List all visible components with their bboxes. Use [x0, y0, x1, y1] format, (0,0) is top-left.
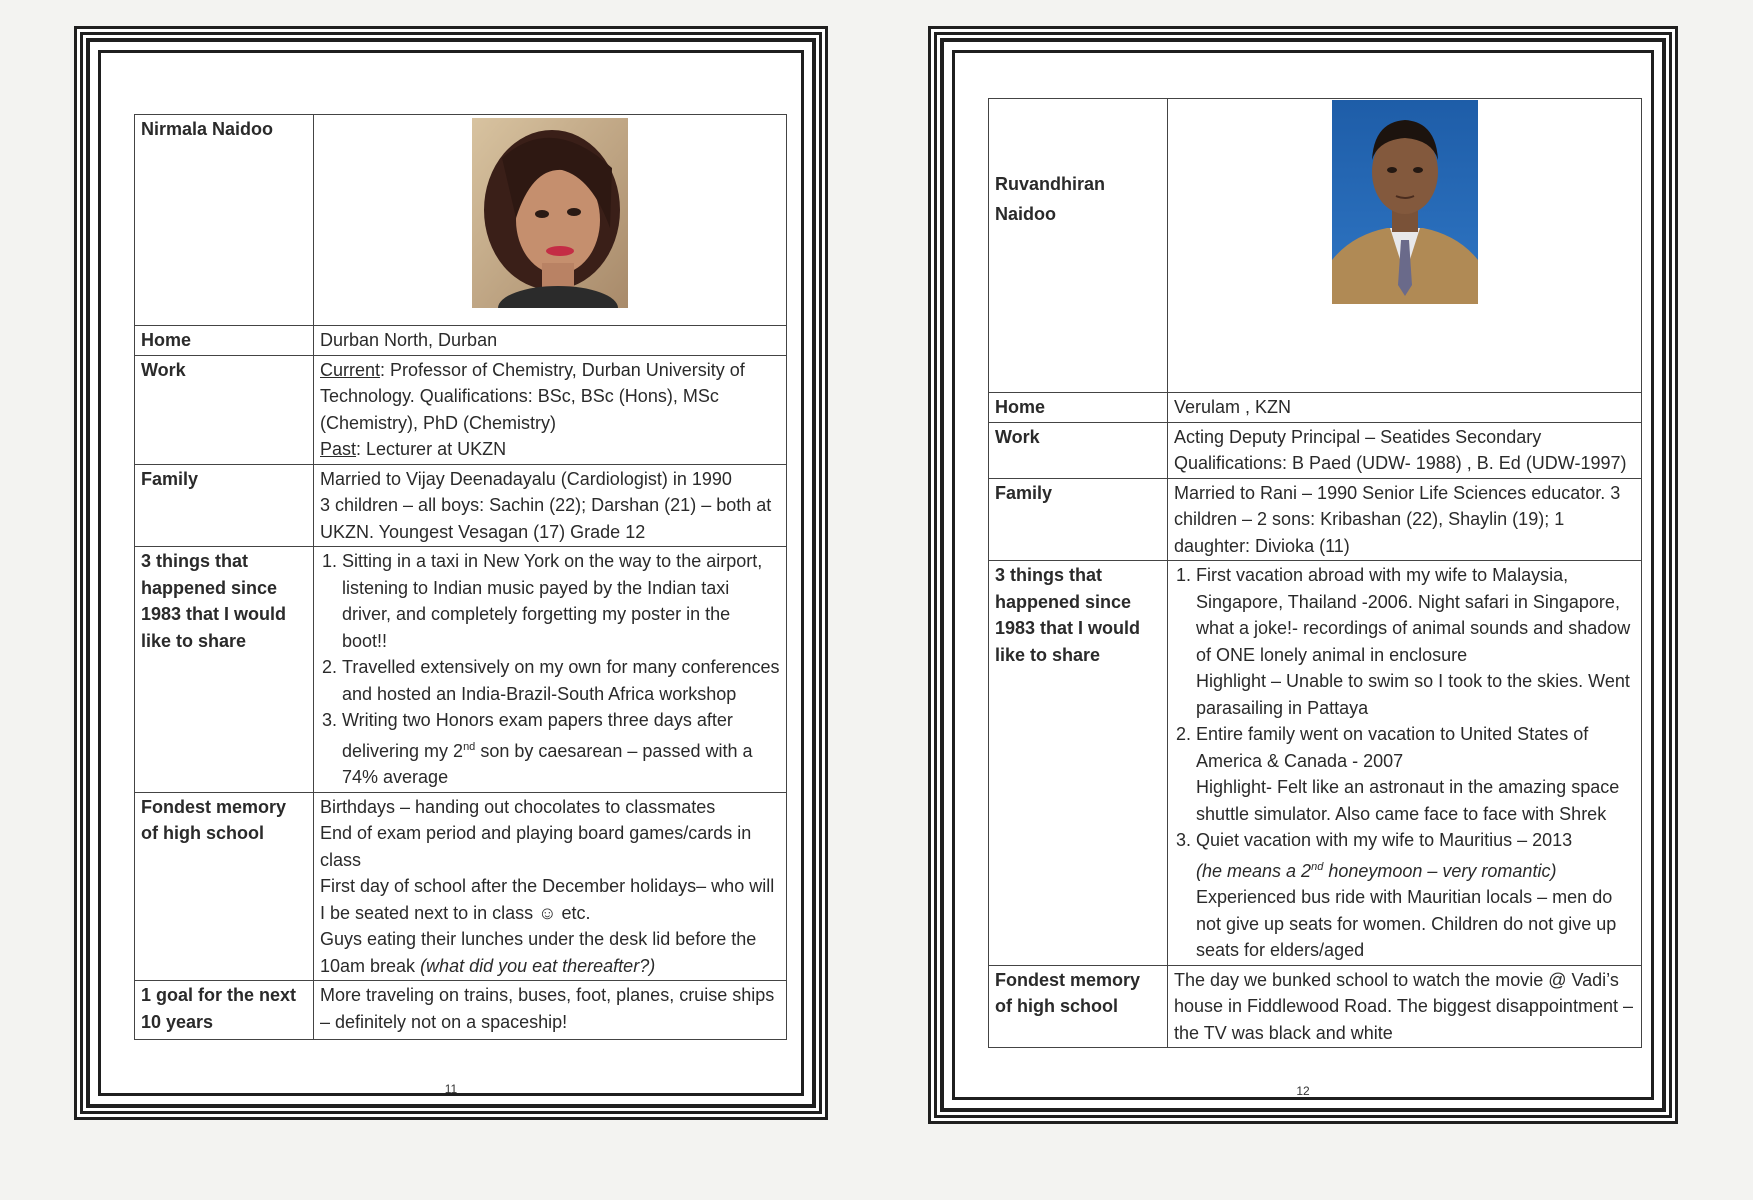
thing2-text: 2. Entire family went on vacation to United States of America & Canada - 2007 [1196, 724, 1589, 771]
memory-label: Fondest memory of high school [989, 965, 1168, 1048]
page-right [940, 38, 1666, 1112]
things-list [1174, 562, 1635, 964]
home-value: Verulam , KZN [1168, 393, 1642, 423]
table-row [135, 355, 787, 464]
memory-value [314, 792, 787, 981]
work-past-label: Past [320, 439, 357, 459]
list-item: 2. Travelled extensively on my own for many conferences and hosted an India-Brazil-South Africa workshop [342, 654, 780, 707]
profile-table-ruvandhiran [988, 98, 1642, 1048]
work-current-label: Current [320, 359, 381, 380]
memory-last-italic: (what did you eat thereafter?) [420, 955, 656, 976]
family-line: Married to Vijay Deenadayalu (Cardiologist) in 1990 [320, 468, 732, 489]
things-label: 3 things that happened since 1983 that I would like to share [135, 547, 314, 793]
table-row [989, 393, 1642, 423]
portrait-photo-woman [472, 118, 628, 308]
thing3-italic-start: (he means a 2 [1196, 860, 1312, 881]
list-item [1196, 827, 1635, 964]
home-value: Durban North, Durban [314, 326, 787, 356]
profile-name-first: Ruvandhiran [995, 174, 1106, 194]
photo-cell [314, 115, 787, 326]
work-current-text: : Professor of Chemistry, Durban University of Technology. Qualifications: BSc, BSc (Hons), MSc (Chemistry), PhD (Chemistry) [320, 359, 745, 433]
goal-value: More traveling on trains, buses, foot, planes, cruise ships – definitely not on a spaceship! [314, 981, 787, 1040]
work-line: Acting Deputy Principal – Seatides Secondary [1174, 426, 1542, 447]
memory-line: First day of school after the December holidays– who will I be seated next to in class ☺ etc. [320, 876, 775, 923]
profile-name [989, 99, 1168, 393]
profile-table-nirmala [134, 114, 787, 1040]
thing3-italic-end: honeymoon – very romantic) [1323, 860, 1557, 881]
thing3-text-end: son by caesarean – passed with a 74% average [342, 740, 753, 787]
work-value [314, 355, 787, 464]
page-number: 11 [444, 1082, 458, 1096]
table-row [989, 99, 1642, 393]
thing3-text: 3. Quiet vacation with my wife to Mauritius – 2013 [1196, 830, 1573, 850]
family-label: Family [135, 464, 314, 547]
memory-line: End of exam period and playing board games/cards in class [320, 823, 752, 870]
work-past-text: : Lecturer at UKZN [356, 439, 507, 459]
memory-line-last [320, 926, 780, 979]
list-item [1196, 721, 1635, 827]
things-value [1168, 561, 1642, 966]
family-value [314, 464, 787, 547]
ordinal-sup: nd [463, 740, 476, 753]
table-row [135, 981, 787, 1040]
profile-name-last: Naidoo [995, 204, 1056, 224]
list-item: 1. Sitting in a taxi in New York on the way to the airport, listening to Indian music payed by the Indian taxi driver, and completely forgetting my poster in the boot!! [342, 548, 780, 654]
memory-line: Birthdays – handing out chocolates to classmates [320, 796, 716, 817]
work-label: Work [989, 422, 1168, 478]
goal-label: 1 goal for the next 10 years [135, 981, 314, 1040]
photo-cell [1168, 99, 1642, 393]
ordinal-sup: nd [1311, 860, 1324, 873]
table-row [989, 561, 1642, 966]
family-line: 3 children – all boys: Sachin (22); Darshan (21) – both at UKZN. Youngest Vesagan (17) Grade 12 [320, 495, 772, 542]
work-value [1168, 422, 1642, 478]
table-row [135, 115, 787, 326]
home-label: Home [135, 326, 314, 356]
memory-label: Fondest memory of high school [135, 792, 314, 981]
things-value [314, 547, 787, 793]
work-line: Qualifications: B Paed (UDW- 1988) , B. Ed (UDW-1997) [1174, 453, 1627, 473]
table-row [135, 547, 787, 793]
profile-name: Nirmala Naidoo [135, 115, 314, 326]
table-row [989, 422, 1642, 478]
memory-last-text: Guys eating their lunches under the desk lid before the 10am break [320, 929, 757, 976]
thing1-highlight: Highlight – Unable to swim so I took to the skies. Went parasailing in Pattaya [1196, 671, 1630, 718]
table-row [989, 478, 1642, 561]
memory-value: The day we bunked school to watch the movie @ Vadi’s house in Fiddlewood Road. The biggest disappointment – the TV was black and white [1168, 965, 1642, 1048]
list-item [1196, 562, 1635, 721]
page-left [86, 38, 816, 1108]
thing1-text: 1. First vacation abroad with my wife to Malaysia, Singapore, Thailand -2006. Night safari in Singapore, what a joke!- recordings of animal sounds and shadow of ONE lonely animal in enclosure [1196, 565, 1631, 665]
list-item [342, 707, 780, 791]
work-label: Work [135, 355, 314, 464]
table-row [135, 464, 787, 547]
family-value: Married to Rani – 1990 Senior Life Sciences educator. 3 children – 2 sons: Kribashan (22), Shaylin (19); 1 daughter: Divioka (11) [1168, 478, 1642, 561]
thing3-italic [1196, 854, 1635, 885]
thing3-text: Writing two Honors exam papers three days after delivering my 2 [342, 710, 733, 761]
thing2-highlight: Highlight- Felt like an astronaut in the amazing space shuttle simulator. Also came face to face with Shrek [1196, 777, 1620, 824]
home-label: Home [989, 393, 1168, 423]
family-label: Family [989, 478, 1168, 561]
table-row [135, 326, 787, 356]
table-row [135, 792, 787, 981]
portrait-photo-man [1332, 100, 1478, 304]
things-list [320, 548, 780, 791]
page-number: 12 [1296, 1084, 1310, 1098]
things-label: 3 things that happened since 1983 that I would like to share [989, 561, 1168, 966]
thing3-rest: Experienced bus ride with Mauritian locals – men do not give up seats for women. Children do not give up seats for elders/aged [1196, 887, 1617, 960]
table-row [989, 965, 1642, 1048]
